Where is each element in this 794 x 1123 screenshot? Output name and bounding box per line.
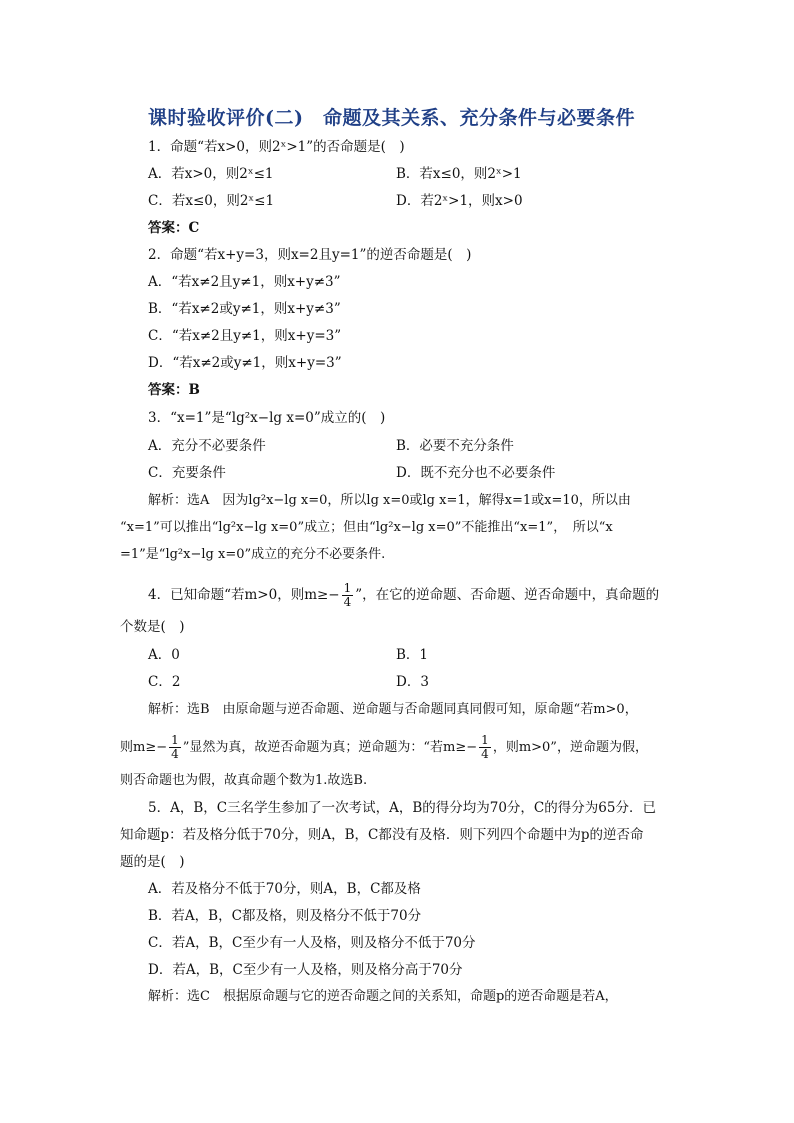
q3-solution-line2: “x=1”可以推出“lg²x−lg x=0”成立；但由“lg²x−lg x=0”不能推出“x=1”， 所以“x [120,520,613,535]
q3-solution-line1: 解析：选A 因为lg²x−lg x=0，所以lg x=0或lg x=1，解得x=1或x=10，所以由 [148,493,631,508]
q2-option-d: D．“若x≠2或y≠1，则x+y=3” [148,355,342,371]
q1-option-b: B．若x≤0，则2ˣ>1 [396,166,522,182]
q4-option-a: A．0 [148,647,180,663]
q3-option-b: B．必要不充分条件 [396,438,514,454]
q4-stem-part2: ”，在它的逆命题、否命题、逆否命题中，真命题的 [355,587,660,603]
fraction-numerator: 1 [343,581,352,595]
q5-stem-line1: 5．A，B，C三名学生参加了一次考试，A，B的得分均为70分，C的得分为65分．已 [148,800,656,816]
fraction-one-quarter [169,734,181,761]
q4-option-c: C．2 [148,674,181,690]
q2-answer: 答案：B [148,382,200,398]
q5-stem-line2: 知命题p：若及格分低于70分，则A，B，C都没有及格．则下列四个命题中为p的逆否命 [120,827,644,843]
q3-stem: 3．“x=1”是“lg²x−lg x=0”成立的( ) [148,410,386,426]
q1-answer: 答案：C [148,220,200,236]
q4-solution-line1: 解析：选B 由原命题与逆否命题、逆命题与否命题同真同假可知，原命题“若m>0， [148,702,638,717]
q4-option-b: B．1 [396,647,429,663]
q4-solution-part3: ，则m>0”，逆命题为假， [492,740,648,755]
q5-option-b: B．若A，B，C都及格，则及格分不低于70分 [148,908,422,924]
q2-option-b: B．“若x≠2或y≠1，则x+y≠3” [148,301,341,317]
q4-solution-line3: 则否命题也为假，故真命题个数为1.故选B. [120,773,368,788]
fraction-denominator: 4 [171,747,179,761]
q1-option-d: D．若2ˣ>1，则x>0 [396,193,523,209]
page-title: 课时验收评价(二) 命题及其关系、充分条件与必要条件 [148,107,635,129]
q3-option-d: D．既不充分也不必要条件 [396,465,556,481]
q1-option-c: C．若x≤0，则2ˣ≤1 [148,193,275,209]
fraction-numerator: 1 [171,733,179,747]
q5-stem-line3: 题的是( ) [120,854,185,870]
fraction-numerator: 1 [481,733,489,747]
q3-option-c: C．充要条件 [148,465,226,481]
fraction-denominator: 4 [481,747,489,761]
q1-option-a: A．若x>0，则2ˣ≤1 [148,166,274,182]
fraction-denominator: 4 [343,595,352,609]
fraction-one-quarter [342,582,354,609]
q4-option-d: D．3 [396,674,429,690]
fraction-one-quarter [479,734,491,761]
q1-stem: 1．命题“若x>0，则2ˣ>1”的否命题是( ) [148,139,405,155]
q4-solution-part1: 则m≥− [120,740,168,755]
q2-stem: 2．命题“若x+y=3，则x=2且y=1”的逆否命题是( ) [148,247,472,263]
q4-stem-part1: 4．已知命题“若m>0，则m≥− [148,587,340,603]
q2-option-c: C．“若x≠2且y≠1，则x+y=3” [148,328,342,344]
q5-option-c: C．若A，B，C至少有一人及格，则及格分不低于70分 [148,935,476,951]
q4-stem-line1 [148,582,659,609]
q4-solution-line2 [120,734,648,761]
q5-solution-line1: 解析：选C 根据原命题与它的逆否命题之间的关系知，命题p的逆否命题是若A， [148,989,618,1004]
q2-option-a: A．“若x≠2且y≠1，则x+y≠3” [148,274,341,290]
q4-stem-line2: 个数是( ) [120,619,185,635]
q3-option-a: A．充分不必要条件 [148,438,266,454]
q4-solution-part2: ”显然为真，故逆否命题为真；逆命题为：“若m≥− [182,740,478,755]
q3-solution-line3: =1”是“lg²x−lg x=0”成立的充分不必要条件. [120,547,386,562]
q5-option-a: A．若及格分不低于70分，则A，B，C都及格 [148,881,421,897]
q5-option-d: D．若A，B，C至少有一人及格，则及格分高于70分 [148,962,463,978]
